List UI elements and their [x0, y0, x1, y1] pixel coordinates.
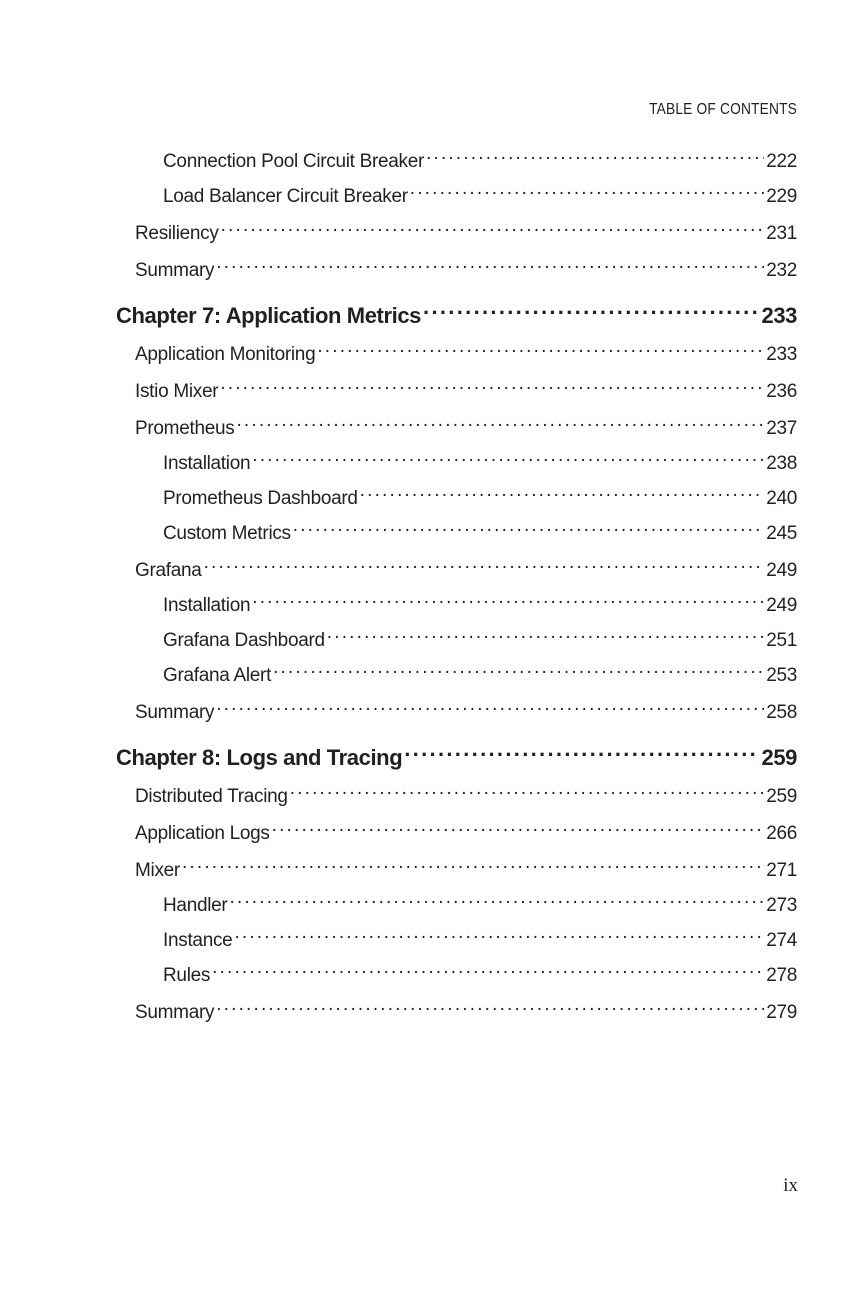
toc-entry-page: 271 [766, 860, 797, 881]
toc-entry-page: 249 [766, 560, 797, 581]
toc-entry-page: 273 [766, 895, 797, 916]
toc-entry[interactable] [135, 378, 797, 402]
dot-leader [272, 820, 765, 839]
chapter-title: Chapter 8: Logs and Tracing [116, 745, 403, 770]
dot-leader [317, 341, 764, 360]
page-number: ix [783, 1175, 798, 1196]
dot-leader [252, 592, 764, 611]
toc-chapter-entry[interactable] [116, 301, 797, 329]
dot-leader [252, 450, 764, 469]
toc-entry-page: 233 [766, 344, 797, 365]
toc-entry-page: 236 [766, 381, 797, 402]
dot-leader [327, 627, 764, 646]
toc-entry-label: Rules [163, 965, 211, 986]
toc-entry[interactable] [163, 927, 797, 951]
toc-entry-label: Application Logs [135, 823, 270, 844]
toc-entry-label: Handler [163, 895, 228, 916]
toc-entry[interactable] [135, 257, 797, 281]
chapter-title: Chapter 7: Application Metrics [116, 303, 422, 328]
toc-entry[interactable] [135, 341, 797, 365]
toc-chapter-entry[interactable] [116, 743, 797, 771]
toc-entry-page: 229 [766, 186, 797, 207]
toc-entry-label: Prometheus [135, 418, 235, 439]
dot-leader [410, 183, 764, 202]
toc-entry[interactable] [163, 962, 797, 986]
toc-entry-page: 245 [766, 523, 797, 544]
toc-entry-page: 222 [766, 151, 797, 172]
dot-leader [204, 557, 765, 576]
dot-leader [216, 999, 764, 1018]
dot-leader [221, 220, 765, 239]
dot-leader [236, 415, 764, 434]
toc-entry-page: 251 [766, 630, 797, 651]
toc-entry-label: Grafana Alert [163, 665, 272, 686]
toc-entry[interactable] [135, 699, 797, 723]
toc-entry-label: Istio Mixer [135, 381, 219, 402]
toc-entry-page: 249 [766, 595, 797, 616]
toc-entry-page: 266 [766, 823, 797, 844]
toc-entry[interactable] [163, 627, 797, 651]
dot-leader [220, 378, 764, 397]
dot-leader [212, 962, 764, 981]
toc-entry[interactable] [163, 183, 797, 207]
toc-entry[interactable] [135, 220, 797, 244]
toc-entry-page: 258 [766, 702, 797, 723]
toc-entry[interactable] [163, 520, 797, 544]
dot-leader [423, 301, 759, 323]
toc-entry-label: Grafana [135, 560, 202, 581]
dot-leader [273, 662, 764, 681]
dot-leader [360, 485, 765, 504]
toc-entry[interactable] [163, 450, 797, 474]
toc-entry[interactable] [163, 592, 797, 616]
toc-entry-label: Distributed Tracing [135, 786, 288, 807]
toc-entry-label: Custom Metrics [163, 523, 291, 544]
toc-entry-page: 238 [766, 453, 797, 474]
toc-entry[interactable] [163, 662, 797, 686]
dot-leader [216, 699, 764, 718]
dot-leader [293, 520, 764, 539]
toc-entry-label: Load Balancer Circuit Breaker [163, 186, 408, 207]
toc-entry-label: Summary [135, 260, 215, 281]
toc-entry-page: 253 [766, 665, 797, 686]
toc-entry-page: 274 [766, 930, 797, 951]
toc-entry[interactable] [135, 857, 797, 881]
toc-entry-page: 259 [766, 786, 797, 807]
toc-entry[interactable] [135, 557, 797, 581]
toc-entry-label: Application Monitoring [135, 344, 316, 365]
toc-entry-label: Mixer [135, 860, 180, 881]
dot-leader [426, 148, 764, 167]
toc-entry-page: 240 [766, 488, 797, 509]
dot-leader [182, 857, 764, 876]
running-head: TABLE OF CONTENTS [649, 101, 797, 118]
toc-entry-page: 231 [766, 223, 797, 244]
toc-entry[interactable] [163, 148, 797, 172]
toc-entry-label: Connection Pool Circuit Breaker [163, 151, 425, 172]
chapter-page: 259 [761, 745, 797, 770]
dot-leader [290, 783, 764, 802]
chapter-page: 233 [761, 303, 797, 328]
toc-entry-label: Grafana Dashboard [163, 630, 325, 651]
toc-entry[interactable] [135, 999, 797, 1023]
toc-entry-label: Prometheus Dashboard [163, 488, 358, 509]
toc-entry-label: Resiliency [135, 223, 219, 244]
toc-entry[interactable] [135, 783, 797, 807]
toc-entry-label: Summary [135, 1002, 215, 1023]
toc-entry[interactable] [163, 892, 797, 916]
toc-entry[interactable] [163, 485, 797, 509]
dot-leader [404, 743, 759, 765]
toc-entry-label: Summary [135, 702, 215, 723]
dot-leader [229, 892, 764, 911]
toc-entry-label: Instance [163, 930, 233, 951]
dot-leader [216, 257, 764, 276]
toc-entry-page: 232 [766, 260, 797, 281]
toc-entry-label: Installation [163, 453, 251, 474]
dot-leader [234, 927, 764, 946]
toc-entry-label: Installation [163, 595, 251, 616]
toc-entry[interactable] [135, 820, 797, 844]
toc-entry-page: 279 [766, 1002, 797, 1023]
toc-entry[interactable] [135, 415, 797, 439]
toc-entry-page: 237 [766, 418, 797, 439]
toc-entry-page: 278 [766, 965, 797, 986]
